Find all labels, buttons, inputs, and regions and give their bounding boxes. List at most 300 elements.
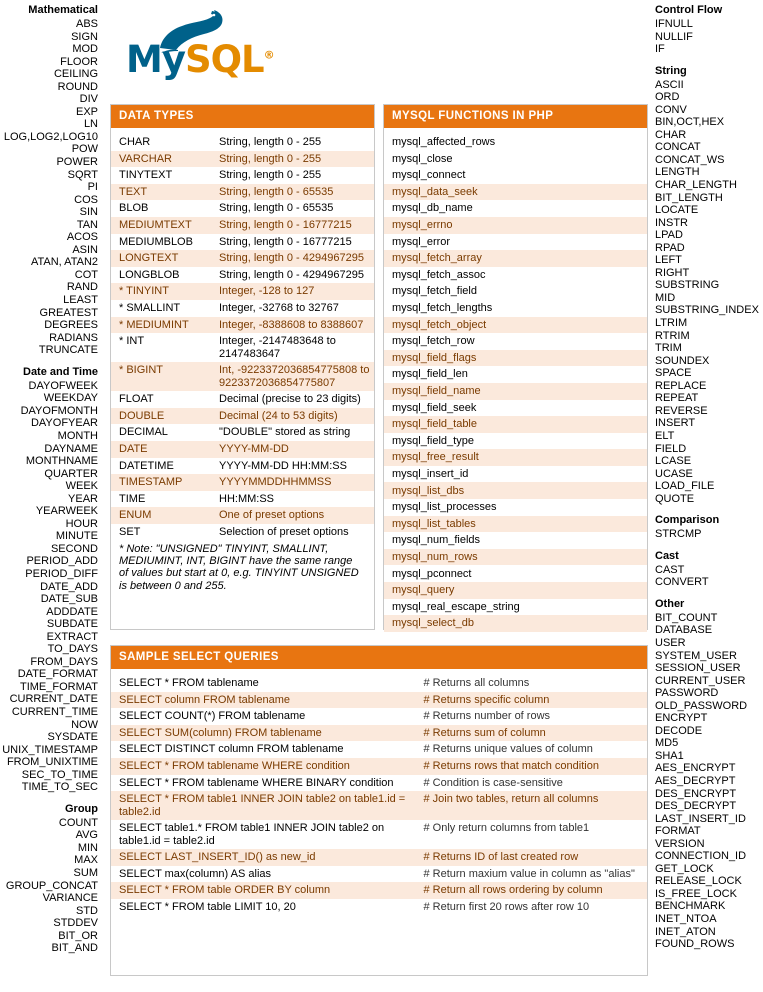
function-item: AES_DECRYPT (655, 774, 736, 787)
sample-queries-title: SAMPLE SELECT QUERIES (111, 646, 647, 669)
function-item: QUARTER (44, 467, 98, 480)
function-item: DATE_SUB (40, 593, 98, 606)
table-row (111, 491, 374, 508)
sample-query-comment: # Return first 20 rows after row 10 (423, 901, 590, 914)
function-item: BIT_LENGTH (655, 191, 723, 204)
function-item: UNIX_TIMESTAMP (2, 743, 98, 756)
function-item: BIT_AND (51, 942, 98, 955)
php-function-name: mysql_fetch_field (392, 285, 477, 298)
table-row (111, 300, 374, 317)
function-item: HOUR (65, 517, 98, 530)
function-item: NULLIF (655, 30, 693, 43)
function-item: COUNT (58, 816, 98, 829)
function-item: SUBSTRING_INDEX (655, 304, 759, 317)
sample-query: SELECT LAST_INSERT_ID() as new_id (119, 851, 316, 864)
php-function-name: mysql_error (392, 235, 451, 248)
data-types-panel (110, 104, 375, 630)
table-row (384, 565, 647, 582)
php-function-name: mysql_list_dbs (392, 484, 465, 497)
php-functions-body (384, 128, 647, 638)
data-type-name: DATE (119, 443, 148, 455)
sample-query: SELECT max(column) AS alias (119, 867, 272, 880)
table-row (111, 200, 374, 217)
sample-queries-panel (110, 645, 648, 976)
function-item: INET_ATON (655, 925, 716, 938)
function-item: LEAST (63, 294, 98, 307)
function-item: CURRENT_TIME (11, 705, 98, 718)
section-heading: String (655, 64, 687, 77)
function-item: LENGTH (655, 166, 700, 179)
function-item: MAX (74, 854, 98, 867)
section-heading: Other (655, 597, 685, 610)
function-item: PI (87, 181, 98, 194)
data-type-description: String, length 0 - 16777215 (219, 219, 352, 232)
section-heading: Cast (655, 549, 679, 562)
table-row (111, 217, 374, 234)
function-item: INSTR (655, 216, 688, 229)
data-type-description: Integer, -32768 to 32767 (219, 302, 339, 315)
function-item: SIGN (71, 30, 98, 43)
function-item: SESSION_USER (655, 662, 741, 675)
data-type-name: * TINYINT (119, 285, 169, 298)
data-type-description: Decimal (24 to 53 digits) (219, 409, 338, 422)
function-item: ENCRYPT (655, 712, 708, 725)
data-types-title: DATA TYPES (111, 105, 374, 128)
function-item: SYSTEM_USER (655, 649, 737, 662)
section-heading: Date and Time (23, 365, 98, 378)
function-item: PASSWORD (655, 687, 719, 700)
function-item: CONCAT_WS (655, 153, 725, 166)
data-type-description: String, length 0 - 65535 (219, 202, 334, 215)
function-item: PERIOD_DIFF (25, 567, 98, 580)
function-item: SUBSTRING (655, 279, 720, 292)
function-item: UCASE (655, 467, 693, 480)
table-row (384, 615, 647, 632)
table-row (384, 599, 647, 616)
data-types-body (111, 128, 374, 600)
data-type-name: DECIMAL (119, 426, 168, 439)
php-function-name: mysql_list_tables (392, 517, 476, 530)
php-function-name: mysql_num_rows (392, 550, 478, 563)
table-row (384, 317, 647, 334)
function-item: SHA1 (655, 749, 684, 762)
function-item: MINUTE (55, 530, 98, 543)
function-item: GET_LOCK (655, 862, 714, 875)
function-item: VERSION (655, 837, 705, 850)
php-function-name: mysql_field_len (392, 368, 468, 381)
data-type-name: * BIGINT (119, 364, 164, 377)
function-item: LEFT (655, 254, 682, 267)
table-row (111, 849, 647, 866)
data-type-description: YYYY-MM-DD (219, 443, 289, 455)
function-item: LN (83, 118, 98, 131)
data-type-description: String, length 0 - 255 (219, 152, 322, 165)
function-item: DEGREES (44, 319, 98, 332)
table-row (111, 899, 647, 916)
sample-query: SELECT table1.* FROM table1 INNER JOIN table2 on table1.id = table2.id (119, 822, 385, 847)
table-row (111, 708, 647, 725)
function-item: SPACE (655, 367, 692, 380)
table-row (111, 391, 374, 408)
table-row (384, 582, 647, 599)
function-item: MONTHNAME (25, 455, 98, 468)
data-type-name: DATETIME (119, 459, 174, 472)
table-row (111, 791, 647, 820)
function-item: FIELD (655, 442, 687, 455)
function-item: OLD_PASSWORD (655, 699, 748, 712)
function-item: DAYOFMONTH (20, 404, 98, 417)
php-function-name: mysql_list_processes (392, 501, 497, 514)
data-type-description: Selection of preset options (219, 525, 349, 538)
table-row (384, 250, 647, 267)
data-type-description: YYYYMMDDHHMMSS (219, 476, 332, 489)
data-type-description: One of preset options (219, 509, 325, 522)
table-row (111, 424, 374, 441)
table-row (111, 167, 374, 184)
function-item: AES_ENCRYPT (655, 762, 736, 775)
table-row (384, 200, 647, 217)
sample-query-comment: # Returns specific column (423, 693, 550, 706)
table-row (111, 234, 374, 251)
function-item: ORD (655, 91, 680, 104)
data-type-name: BLOB (119, 202, 149, 215)
data-type-name: CHAR (119, 136, 151, 149)
function-item: BIT_OR (58, 929, 98, 942)
table-row (384, 532, 647, 549)
function-item: VARIANCE (42, 892, 98, 905)
function-item: AVG (75, 829, 98, 842)
function-item: CEILING (53, 68, 98, 81)
function-item: BIN,OCT,HEX (655, 116, 725, 129)
sample-query: SELECT * FROM table1 INNER JOIN table2 on table1.id = table2.id (119, 793, 406, 818)
function-item: GROUP_CONCAT (5, 879, 98, 892)
sample-query-comment: # Return maxium value in column as "alias" (423, 867, 635, 880)
data-type-name: * MEDIUMINT (119, 318, 189, 331)
table-row (384, 300, 647, 317)
function-item: RIGHT (655, 266, 690, 279)
data-types-table (111, 134, 374, 594)
table-row (111, 507, 374, 524)
data-type-description: Integer, -2147483648 to 2147483647 (219, 335, 336, 360)
table-row (384, 400, 647, 417)
data-type-name: MEDIUMTEXT (119, 219, 192, 232)
data-type-name: SET (119, 525, 141, 538)
function-item: CONNECTION_ID (655, 850, 747, 863)
data-type-description: Integer, -128 to 127 (219, 285, 315, 298)
table-row (111, 134, 374, 151)
sample-query: SELECT * FROM table ORDER BY column (119, 884, 331, 897)
function-item: DATE_ADD (40, 580, 98, 593)
function-item: LOAD_FILE (655, 480, 715, 493)
function-item: IF (655, 43, 665, 56)
php-function-name: mysql_fetch_object (392, 318, 487, 331)
function-item: STDDEV (53, 917, 98, 930)
sample-query-comment: # Returns ID of last created row (423, 851, 579, 864)
function-item: ASCII (655, 78, 684, 91)
function-item: FROM_DAYS (30, 655, 98, 668)
function-item: CHAR (655, 128, 687, 141)
function-item: ABS (75, 18, 98, 30)
data-type-description: "DOUBLE" stored as string (219, 426, 351, 439)
function-item: LOCATE (655, 204, 699, 217)
php-function-name: mysql_fetch_lengths (392, 302, 493, 315)
table-row (111, 474, 374, 491)
function-item: INSERT (655, 417, 696, 430)
function-item: CONV (655, 103, 687, 116)
php-function-name: mysql_field_name (392, 385, 481, 397)
table-row (384, 167, 647, 184)
data-type-name: * INT (119, 335, 145, 348)
function-item: DIV (79, 93, 98, 106)
php-function-name: mysql_field_type (392, 434, 474, 447)
function-item: LOG,LOG2,LOG10 (3, 130, 98, 143)
table-row (384, 333, 647, 350)
function-item: SYSDATE (47, 731, 98, 744)
table-row (384, 151, 647, 168)
table-row (384, 184, 647, 201)
table-row (384, 217, 647, 234)
section-heading: Control Flow (655, 4, 723, 16)
data-type-name: VARCHAR (119, 152, 172, 165)
function-item: LCASE (655, 455, 692, 468)
data-type-name: TIMESTAMP (119, 476, 183, 489)
table-row (384, 449, 647, 466)
sample-query: SELECT * FROM tablename (119, 677, 259, 690)
sample-query-comment: # Join two tables, return all columns (423, 793, 599, 806)
sample-queries-body (111, 669, 647, 922)
data-type-description: Decimal (precise to 23 digits) (219, 393, 361, 406)
php-functions-table (384, 134, 647, 632)
table-row (111, 250, 374, 267)
data-type-description: YYYY-MM-DD HH:MM:SS (219, 459, 347, 472)
data-type-name: TIME (119, 492, 146, 505)
table-row (111, 408, 374, 425)
function-item: ACOS (66, 231, 98, 244)
function-item: ROUND (57, 80, 98, 93)
php-function-name: mysql_select_db (392, 617, 474, 630)
function-item: TO_DAYS (47, 643, 98, 656)
function-item: SEC_TO_TIME (21, 768, 98, 781)
table-row (384, 234, 647, 251)
php-function-name: mysql_real_escape_string (392, 600, 520, 613)
data-type-description: String, length 0 - 16777215 (219, 235, 352, 248)
function-item: SUM (73, 867, 98, 879)
function-item: CAST (655, 563, 685, 576)
table-row (111, 317, 374, 334)
table-row (384, 134, 647, 151)
table-row (111, 882, 647, 899)
data-type-name: DOUBLE (119, 409, 165, 422)
php-function-name: mysql_fetch_array (392, 252, 482, 265)
function-item: BIT_COUNT (655, 611, 718, 624)
php-function-name: mysql_num_fields (392, 534, 481, 547)
function-item: FLOOR (60, 55, 98, 68)
function-item: TRUNCATE (38, 344, 98, 357)
function-item: TRIM (655, 342, 682, 355)
table-row (384, 499, 647, 516)
function-item: REPLACE (655, 379, 707, 392)
php-function-name: mysql_close (392, 152, 453, 165)
php-functions-panel (383, 104, 648, 630)
table-row (384, 516, 647, 533)
function-item: COT (74, 268, 98, 281)
data-type-description: Integer, -8388608 to 8388607 (219, 318, 364, 331)
function-item: FROM_UNIXTIME (6, 756, 98, 769)
function-item: CHAR_LENGTH (655, 179, 737, 192)
logo-registered: ® (263, 48, 274, 62)
function-item: CONVERT (655, 576, 709, 589)
function-item: MONTH (57, 429, 98, 442)
function-item: CONCAT (655, 141, 701, 154)
logo-my: My (126, 38, 185, 81)
table-row (111, 524, 374, 541)
right-function-column (655, 4, 763, 951)
data-type-description: String, length 0 - 4294967295 (219, 252, 364, 265)
sample-query-comment: # Only return columns from table1 (423, 822, 590, 835)
function-item: RELEASE_LOCK (655, 875, 742, 888)
data-type-name: FLOAT (119, 393, 154, 406)
table-row (111, 692, 647, 709)
table-row (384, 383, 647, 400)
function-item: DAYNAME (44, 442, 98, 455)
sample-query-comment: # Returns number of rows (423, 710, 551, 723)
data-type-description: String, length 0 - 4294967295 (219, 268, 364, 281)
table-row (111, 184, 374, 201)
sample-query: SELECT column FROM tablename (119, 693, 290, 706)
data-type-description: Int, -9223372036854775808 to 9223372036854775807 (219, 364, 370, 389)
table-row (111, 362, 374, 391)
data-type-name: MEDIUMBLOB (119, 235, 193, 248)
unsigned-note: * Note: "UNSIGNED" TINYINT, SMALLINT, MEDIUMINT, INT, BIGINT have the same range of values but start at 0, e.g. TINYINT UNSIGNED is between 0 and 255. (119, 542, 359, 592)
sample-query-comment: # Return all rows ordering by column (423, 884, 603, 897)
sample-query: SELECT SUM(column) FROM tablename (119, 726, 322, 739)
function-item: RADIANS (49, 331, 98, 344)
function-item: IS_FREE_LOCK (655, 887, 737, 900)
php-function-name: mysql_query (392, 584, 455, 597)
function-item: BENCHMARK (655, 900, 726, 913)
function-item: REPEAT (655, 392, 699, 405)
function-item: CURRENT_DATE (9, 693, 98, 706)
table-row (111, 866, 647, 883)
function-item: DAYOFWEEK (28, 379, 98, 392)
function-item: WEEK (65, 480, 98, 493)
function-item: STD (76, 904, 98, 917)
php-function-name: mysql_insert_id (392, 467, 469, 480)
table-row (111, 283, 374, 300)
data-type-name: * SMALLINT (119, 302, 181, 315)
function-item: SUBDATE (46, 618, 98, 631)
function-item: EXTRACT (46, 630, 98, 643)
table-row (111, 458, 374, 475)
function-item: POWER (56, 156, 98, 169)
php-function-name: mysql_errno (392, 219, 453, 232)
function-item: MID (655, 291, 676, 304)
function-item: MD5 (655, 737, 679, 750)
function-item: DAYOFYEAR (30, 417, 98, 430)
function-item: POW (71, 143, 98, 156)
data-type-description: HH:MM:SS (219, 492, 274, 505)
sample-queries-table (111, 675, 647, 916)
function-item: FOUND_ROWS (655, 938, 735, 951)
function-item: MOD (72, 43, 98, 56)
function-item: COS (74, 193, 98, 206)
function-item: CURRENT_USER (655, 674, 746, 687)
left-function-column (0, 4, 98, 955)
function-item: PERIOD_ADD (26, 555, 98, 568)
function-item: RTRIM (655, 329, 690, 342)
function-item: LTRIM (655, 317, 688, 330)
function-item: TIME_FORMAT (19, 680, 98, 693)
function-item: LPAD (655, 229, 683, 242)
data-type-name: ENUM (119, 509, 152, 522)
function-item: RPAD (655, 241, 685, 254)
function-item: ELT (655, 429, 675, 442)
table-row (111, 775, 647, 792)
php-function-name: mysql_free_result (392, 451, 479, 464)
function-item: IFNULL (655, 18, 693, 30)
function-item: SIN (79, 206, 98, 219)
sample-query: SELECT * FROM table LIMIT 10, 20 (119, 901, 296, 914)
function-item: DES_ENCRYPT (655, 787, 737, 800)
sample-query-comment: # Returns unique values of column (423, 743, 593, 756)
sample-query: SELECT COUNT(*) FROM tablename (119, 710, 306, 723)
function-item: DECODE (655, 724, 703, 737)
logo-sql: SQL (184, 38, 264, 81)
table-row (384, 350, 647, 367)
function-item: DATABASE (655, 624, 713, 637)
function-item: INET_NTOA (655, 913, 717, 925)
table-row (111, 725, 647, 742)
function-item: EXP (75, 105, 98, 118)
table-row (111, 441, 374, 458)
function-item: DES_DECRYPT (655, 800, 737, 813)
table-row (111, 540, 374, 594)
function-item: QUOTE (655, 492, 695, 505)
function-item: LAST_INSERT_ID (655, 812, 746, 825)
section-heading: Group (65, 802, 98, 815)
function-item: NOW (71, 718, 98, 731)
function-item: MIN (77, 841, 98, 854)
data-type-name: TINYTEXT (119, 169, 173, 182)
table-row (384, 466, 647, 483)
table-row (111, 267, 374, 284)
function-item: YEAR (68, 492, 98, 505)
sample-query-comment: # Condition is case-sensitive (423, 776, 563, 789)
sample-query: SELECT * FROM tablename WHERE condition (119, 760, 350, 773)
function-item: TAN (76, 218, 98, 231)
function-item: ATAN, ATAN2 (30, 256, 98, 269)
sample-query-comment: # Returns rows that match condition (423, 760, 599, 773)
function-item: RAND (66, 281, 98, 294)
function-item: DATE_FORMAT (17, 668, 98, 681)
table-row (384, 549, 647, 566)
data-type-description: String, length 0 - 255 (219, 136, 322, 149)
data-type-name: TEXT (119, 185, 148, 198)
table-row (384, 416, 647, 433)
function-item: REVERSE (655, 404, 708, 417)
data-type-description: String, length 0 - 255 (219, 169, 322, 182)
function-item: ADDDATE (46, 605, 98, 618)
table-row (384, 283, 647, 300)
function-item: GREATEST (39, 306, 98, 319)
sample-query: SELECT DISTINCT column FROM tablename (119, 743, 344, 756)
table-row (111, 820, 647, 849)
table-row (111, 758, 647, 775)
php-function-name: mysql_db_name (392, 202, 473, 215)
data-type-name: LONGBLOB (119, 268, 180, 281)
php-function-name: mysql_affected_rows (392, 136, 496, 149)
php-function-name: mysql_field_table (392, 418, 477, 431)
